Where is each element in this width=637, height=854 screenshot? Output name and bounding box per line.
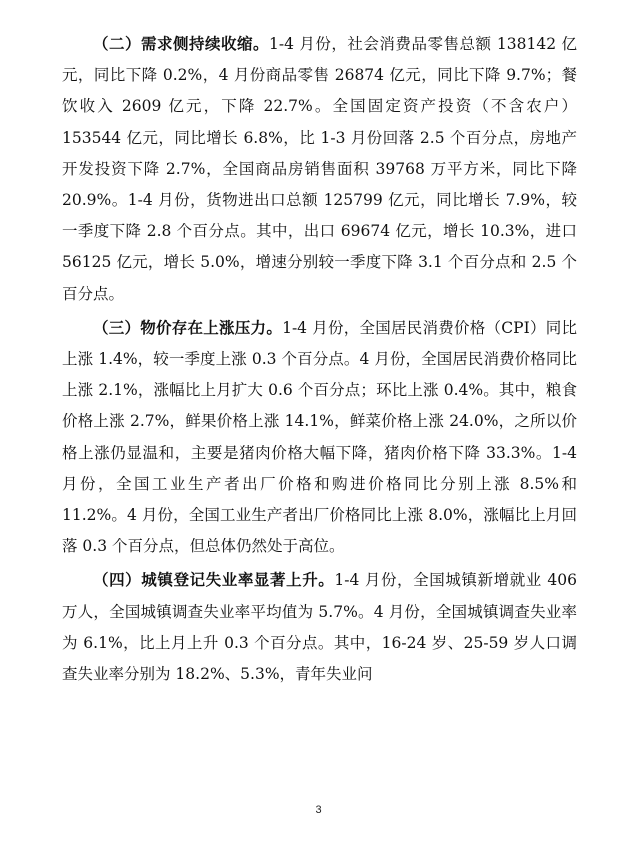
paragraph-unemployment <box>62 564 577 690</box>
document-body <box>62 28 577 692</box>
section-heading-demand: （二）需求侧持续收缩。 <box>93 34 270 53</box>
paragraph-prices <box>62 312 577 563</box>
paragraph-prices-text: 1-4 月份，全国居民消费价格（CPI）同比上涨 1.4%，较一季度上涨 0.3 个百分点。4 月份，全国居民消费价格同比上涨 2.1%，涨幅比上月扩大 0.6 个百分点；环比上涨 0.4%。其中，粮食价格上涨 2.7%，鲜果价格上涨 14.1%，鲜菜价格上涨 24.0%，之所以价格上涨仍显温和，主要是猪肉价格大幅下降，猪肉价格下降 33.3%。1-4 月份，全国工业生产者出厂价格和购进价格同比分别上涨 8.5%和 11.2%。4 月份，全国工业生产者出厂价格同比上涨 8.0%，涨幅比上月回落 0.3 个百分点，但总体仍然处于高位。 <box>62 318 577 556</box>
page-number: 3 <box>315 804 322 816</box>
paragraph-demand <box>62 28 577 310</box>
section-heading-unemployment: （四）城镇登记失业率显著上升。 <box>93 570 335 590</box>
paragraph-unemployment-text: 1-4 月份，全国城镇新增就业 406 万人，全国城镇调查失业率平均值为 5.7%。4 月份，全国城镇调查失业率为 6.1%，比上月上升 0.3 个百分点。其中，16-24 岁、25-59 岁人口调查失业率分别为 18.2%、5.3%，青年失业问 <box>62 571 577 684</box>
section-heading-prices: （三）物价存在上涨压力。 <box>93 317 283 337</box>
paragraph-demand-text: 1-4 月份，社会消费品零售总额 138142 亿元，同比下降 0.2%，4 月份商品零售 26874 亿元，同比下降 9.7%；餐饮收入 2609 亿元，下降 22.7%。全国固定资产投资（不含农户）153544 亿元，同比增长 6.8%，比 1-3 月份回落 2.5 个百分点，房地产开发投资下降 2.7%，全国商品房销售面积 39768 万平方米，同比下降 20.9%。1-4 月份，货物进出口总额 125799 亿元，同比增长 7.9%，较一季度下降 2.8 个百分点。其中，出口 69674 亿元，增长 10.3%，进口 56125 亿元，增长 5.0%，增速分别较一季度下降 3.1 个百分点和 2.5 个百分点。 <box>62 35 577 303</box>
